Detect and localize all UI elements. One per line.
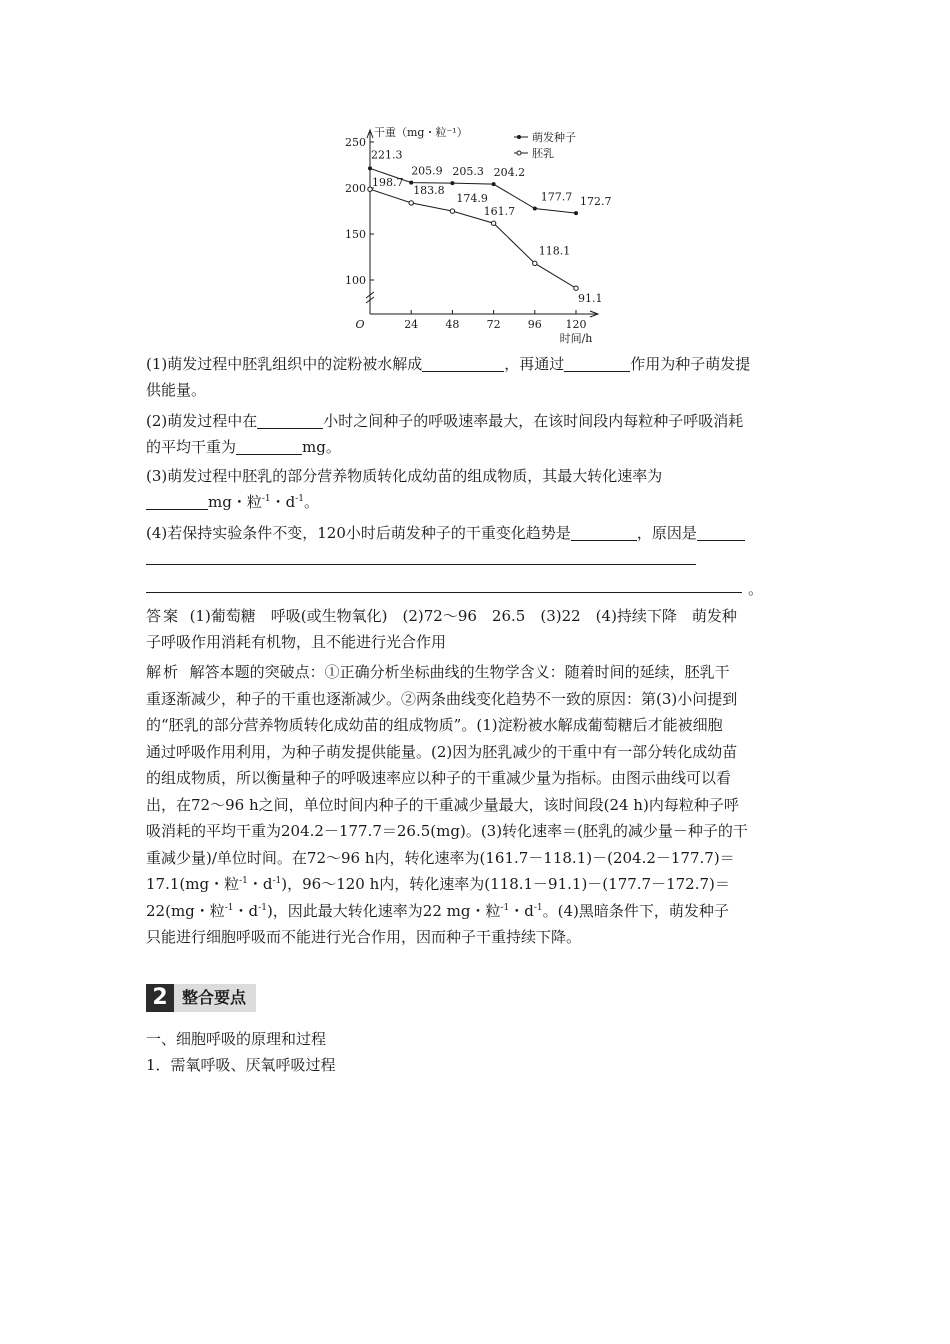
analysis-text: 只能进行细胞呼吸而不能进行光合作用，因而种子干重持续下降。 [146,928,582,946]
question-text: mg。 [302,438,341,456]
section-number: 2 [146,984,174,1012]
section-header [146,984,256,1012]
data-label: 221.3 [371,148,403,162]
analysis-label: 解析 [146,663,181,681]
analysis-line-11 [146,924,806,950]
superscript: -1 [261,494,271,504]
origin-label: O [355,318,365,331]
question-text: 的平均干重为 [146,438,237,456]
analysis-text: 的“胚乳的部分营养物质转化成幼苗的组成物质”。(1)淀粉被水解成葡萄糖后才能被细胞 [146,716,723,734]
answer-blank [564,353,630,372]
analysis-line-2 [146,686,806,712]
answer-text: (1)葡萄糖 呼吸(或生物氧化) (2)72～96 26.5 (3)22 (4)持续下降 萌发种 [189,607,737,625]
item-text: 1．需氧呼吸、厌氧呼吸过程 [146,1056,336,1074]
data-point [409,201,413,205]
answer-blank [257,410,323,429]
y-tick-label: 100 [345,274,366,287]
x-tick-label: 96 [527,318,542,331]
data-label: 204.2 [493,166,526,180]
y-tick-label: 150 [345,228,366,241]
section-subheading [146,1026,806,1052]
question-text: ・d [270,493,296,511]
question-3-line-1 [146,463,806,489]
data-point [574,211,578,215]
legend-marker-filled [517,135,521,139]
superscript: -1 [258,903,267,913]
analysis-text: ・d [233,902,259,920]
analysis-text: )，因此最大转化速率为22 mg・粒 [266,902,501,920]
analysis-text: )，96～120 h内，转化速率为(118.1－91.1)－(177.7－172.7)＝ [281,875,730,893]
answer-label: 答案 [146,607,181,625]
data-label: 172.7 [580,195,612,209]
superscript: -1 [224,903,234,913]
data-point [574,286,578,290]
question-2-line-1 [146,408,806,434]
x-tick-label: 24 [404,318,419,331]
data-label: 177.7 [540,190,573,204]
y-axis-label: 干重（mg・粒⁻¹） [374,126,468,139]
data-point [368,166,372,170]
question-text: 。 [748,580,764,598]
answer-blank [236,436,302,455]
question-text: mg・粒 [208,493,262,511]
analysis-text: 的组成物质，所以衡量种子的呼吸速率应以种子的干重减少量为指标。由图示曲线可以看 [146,769,732,787]
answer-blank [697,522,745,541]
data-point [492,182,496,186]
analysis-line-10 [146,898,806,924]
data-label: 161.7 [483,205,516,219]
analysis-text: 17.1(mg・粒 [146,875,240,893]
superscript: -1 [500,903,510,913]
answer-blank [422,353,504,372]
question-text: 作用为种子萌发提 [630,355,751,373]
analysis-line-9 [146,871,806,897]
analysis-line-6 [146,792,806,818]
x-tick-label: 48 [445,318,460,331]
analysis-line-8 [146,845,806,871]
question-text: 小时之间种子的呼吸速率最大，在该时间段内每粒种子呼吸消耗 [323,412,744,430]
analysis-text: 。(4)黑暗条件下，萌发种子 [542,902,729,920]
question-text: ，再通过 [504,355,565,373]
question-text: (4)若保持实验条件不变，120小时后萌发种子的干重变化趋势是 [146,524,571,542]
data-label: 183.8 [413,183,445,197]
answer-line-2 [146,629,806,655]
question-2-line-2 [146,434,806,460]
section-title: 整合要点 [174,984,256,1012]
data-point [533,261,537,265]
question-text: 供能量。 [146,381,207,399]
analysis-line-4 [146,739,806,765]
analysis-text: ・d [509,902,534,920]
data-label: 205.9 [411,164,443,178]
x-tick-label: 120 [565,318,587,331]
data-label: 118.1 [538,244,571,258]
superscript: -1 [272,876,282,886]
chart-svg [338,120,628,345]
data-label: 91.1 [578,292,603,306]
analysis-line-1 [146,659,806,685]
question-text: ，原因是 [636,524,697,542]
question-text: (2)萌发过程中在 [146,412,258,430]
question-text: 。 [304,493,320,511]
data-point [491,221,495,225]
analysis-text: 重逐渐减少，种子的干重也逐渐减少。②两条曲线变化趋势不一致的原因：第(3)小问提到 [146,690,738,708]
superscript: -1 [533,903,543,913]
legend-label: 胚乳 [532,147,554,160]
data-label: 174.9 [456,192,488,206]
data-label: 198.7 [372,176,404,190]
question-3-line-2 [146,489,806,515]
answer-blank [146,491,208,510]
dry-weight-chart [338,120,628,345]
answer-blank [571,522,637,541]
analysis-text: ・d [247,875,273,893]
x-axis-label: 时间/h [559,332,593,345]
analysis-line-7 [146,818,806,844]
answer-line-1 [146,603,806,629]
legend-label: 萌发种子 [532,131,576,144]
question-4-end [748,576,768,602]
superscript: -1 [295,494,304,504]
analysis-line-3 [146,712,806,738]
analysis-text: 出，在72～96 h之间，单位时间内种子的干重减少量最大，该时间段(24 h)内每粒种子呼 [146,796,739,814]
question-text: (3)萌发过程中胚乳的部分营养物质转化成幼苗的组成物质，其最大转化速率为 [146,467,663,485]
question-1-line-2 [146,377,806,403]
y-tick-label: 200 [345,182,366,195]
legend-marker-hollow [517,151,521,155]
analysis-text: 吸消耗的平均干重为204.2－177.7＝26.5(mg)。(3)转化速率＝(胚乳的减少量－种子的干 [146,822,748,840]
question-text: (1)萌发过程中胚乳组织中的淀粉被水解成 [146,355,423,373]
analysis-line-5 [146,765,806,791]
section-item [146,1052,806,1078]
data-point [450,181,454,185]
analysis-text: 重减少量)/单位时间。在72～96 h内，转化速率为(161.7－118.1)－(204.2－177.7)＝ [146,849,735,867]
data-label: 205.3 [452,165,484,179]
data-point [533,207,537,211]
answer-line [146,592,742,593]
answer-text: 子呼吸作用消耗有机物，且不能进行光合作用 [146,633,447,651]
data-point [450,209,454,213]
question-1-line-1 [146,351,806,377]
subheading-text: 一、细胞呼吸的原理和过程 [146,1030,327,1048]
analysis-text: 22(mg・粒 [146,902,225,920]
analysis-text: 通过呼吸作用利用，为种子萌发提供能量。(2)因为胚乳减少的干重中有一部分转化成幼苗 [146,743,738,761]
analysis-text: 解答本题的突破点：①正确分析坐标曲线的生物学含义：随着时间的延续，胚乳干 [189,663,730,681]
question-4-line-1 [146,520,806,546]
answer-line [146,564,696,565]
superscript: -1 [239,876,248,886]
y-tick-label: 250 [345,136,366,149]
x-tick-label: 72 [486,318,501,331]
